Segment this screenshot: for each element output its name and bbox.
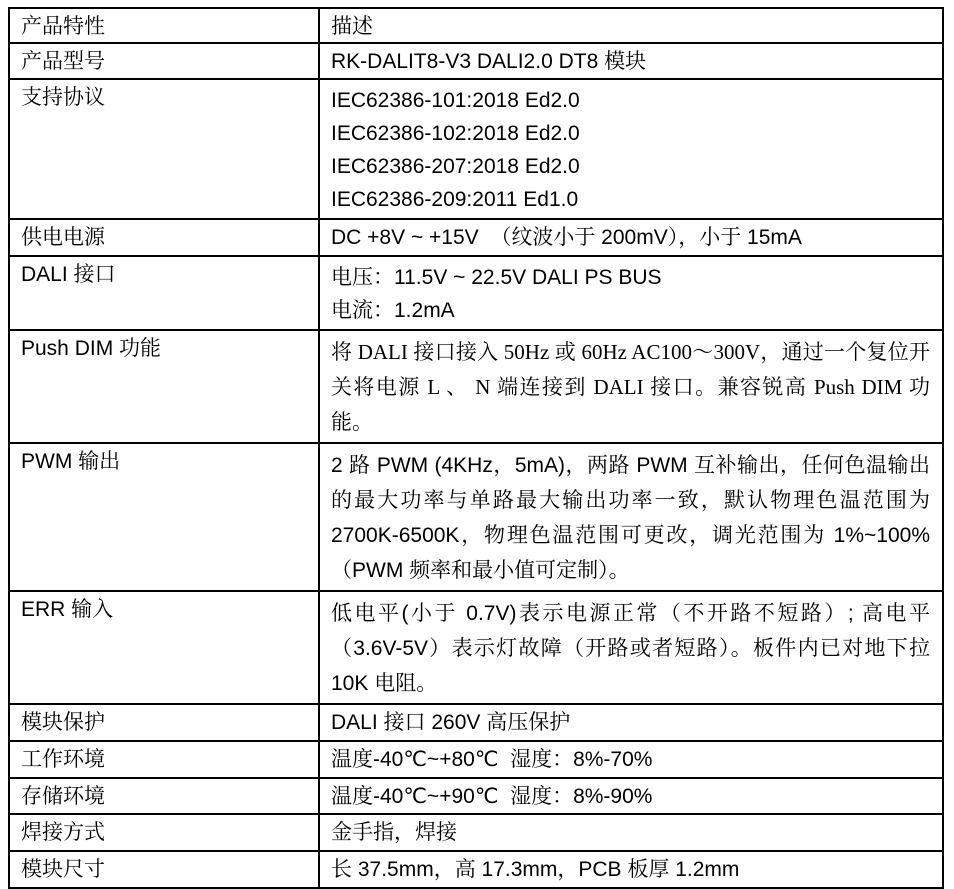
header-feature-label: 产品特性 — [21, 15, 105, 38]
row-description-cell — [320, 80, 942, 218]
table-row-protocols — [10, 78, 942, 218]
table-row-module-dimensions — [10, 850, 942, 887]
row-label: 工作环境 — [21, 748, 105, 771]
row-description: 长 37.5mm，高 17.3mm，PCB 板厚 1.2mm — [331, 858, 740, 881]
table-row-power-supply — [10, 218, 942, 255]
row-description-cell: 低电平(小于 0.7V)表示电源正常（不开路不短路）; 高电平（3.6V-5V）表示灯故障（开路或者短路）。板件内已对地下拉 10K 电阻。 — [331, 602, 930, 695]
product-spec-table — [8, 7, 944, 889]
row-label: 模块保护 — [21, 711, 105, 734]
row-description-cell — [320, 220, 942, 255]
row-label: 支持协议 — [21, 86, 105, 109]
header-description-label: 描述 — [331, 15, 373, 38]
row-description-cell: 将 DALI 接口接入 50Hz 或 60Hz AC100～300V，通过一个复位开关将电源 L 、 N 端连接到 DALI 接口。兼容锐高 Push DIM 功能。 — [331, 340, 930, 434]
row-description: 温度-40℃~+80℃ 湿度：8%-70% — [331, 748, 653, 771]
row-description-cell — [320, 257, 942, 329]
row-description: DALI 接口 260V 高压保护 — [331, 711, 571, 734]
row-description-cell — [320, 779, 942, 813]
row-label-cell — [10, 44, 320, 78]
row-description: RK-DALIT8-V3 DALI2.0 DT8 模块 — [331, 50, 647, 73]
row-label-cell — [10, 257, 320, 329]
row-label: 存储环境 — [21, 785, 105, 808]
dali-current-line: 电流：1.2mA — [331, 299, 455, 322]
protocol-line: IEC62386-101:2018 Ed2.0 — [331, 89, 580, 112]
row-label: PWM 输出 — [21, 450, 121, 473]
row-label-cell — [10, 331, 320, 442]
row-description-cell — [320, 852, 942, 887]
table-row-push-dim — [10, 329, 942, 442]
row-label: 焊接方式 — [21, 821, 105, 844]
table-row-storage-environment — [10, 777, 942, 813]
table-row-operating-environment — [10, 740, 942, 777]
row-label: 供电电源 — [21, 226, 105, 249]
row-label: ERR 输入 — [21, 598, 114, 621]
row-label-cell — [10, 592, 320, 703]
row-label-cell — [10, 852, 320, 887]
protocol-line: IEC62386-207:2018 Ed2.0 — [331, 155, 580, 178]
row-label-cell — [10, 220, 320, 255]
protocol-line: IEC62386-209:2011 Ed1.0 — [331, 188, 579, 211]
row-description-cell: 2 路 PWM (4KHz，5mA)，两路 PWM 互补输出，任何色温输出的最大功率与单路最大输出功率一致，默认物理色温范围为 2700K-6500K，物理色温范围可更改，调光范围为 1%~100%（PWM 频率和最小值可定制）。 — [331, 454, 930, 582]
row-label-cell — [10, 80, 320, 218]
row-description-cell — [320, 815, 942, 850]
row-label: DALI 接口 — [21, 263, 116, 286]
protocol-line: IEC62386-102:2018 Ed2.0 — [331, 122, 580, 145]
table-row-model — [10, 42, 942, 78]
row-description-cell — [320, 705, 942, 740]
table-row-dali-interface — [10, 255, 942, 329]
row-label: 模块尺寸 — [21, 858, 105, 881]
header-description-cell — [320, 9, 942, 42]
table-header-row — [10, 9, 942, 42]
header-feature-cell — [10, 9, 320, 42]
row-description-cell — [320, 742, 942, 777]
table-row-soldering-method — [10, 813, 942, 850]
table-row-pwm-output — [10, 442, 942, 590]
row-label-cell — [10, 779, 320, 813]
row-label-cell — [10, 444, 320, 590]
dali-voltage-line: 电压：11.5V ~ 22.5V DALI PS BUS — [331, 266, 662, 289]
row-label: Push DIM 功能 — [21, 337, 162, 360]
row-description: 温度-40℃~+90℃ 湿度：8%-90% — [331, 785, 653, 808]
row-label-cell — [10, 815, 320, 850]
row-label-cell — [10, 705, 320, 740]
table-row-module-protection — [10, 703, 942, 740]
table-row-err-input — [10, 590, 942, 703]
row-description: 金手指，焊接 — [331, 821, 457, 844]
row-label: 产品型号 — [21, 50, 105, 73]
row-description-cell — [320, 44, 942, 78]
row-label-cell — [10, 742, 320, 777]
row-description: DC +8V ~ +15V （纹波小于 200mV），小于 15mA — [331, 226, 802, 249]
